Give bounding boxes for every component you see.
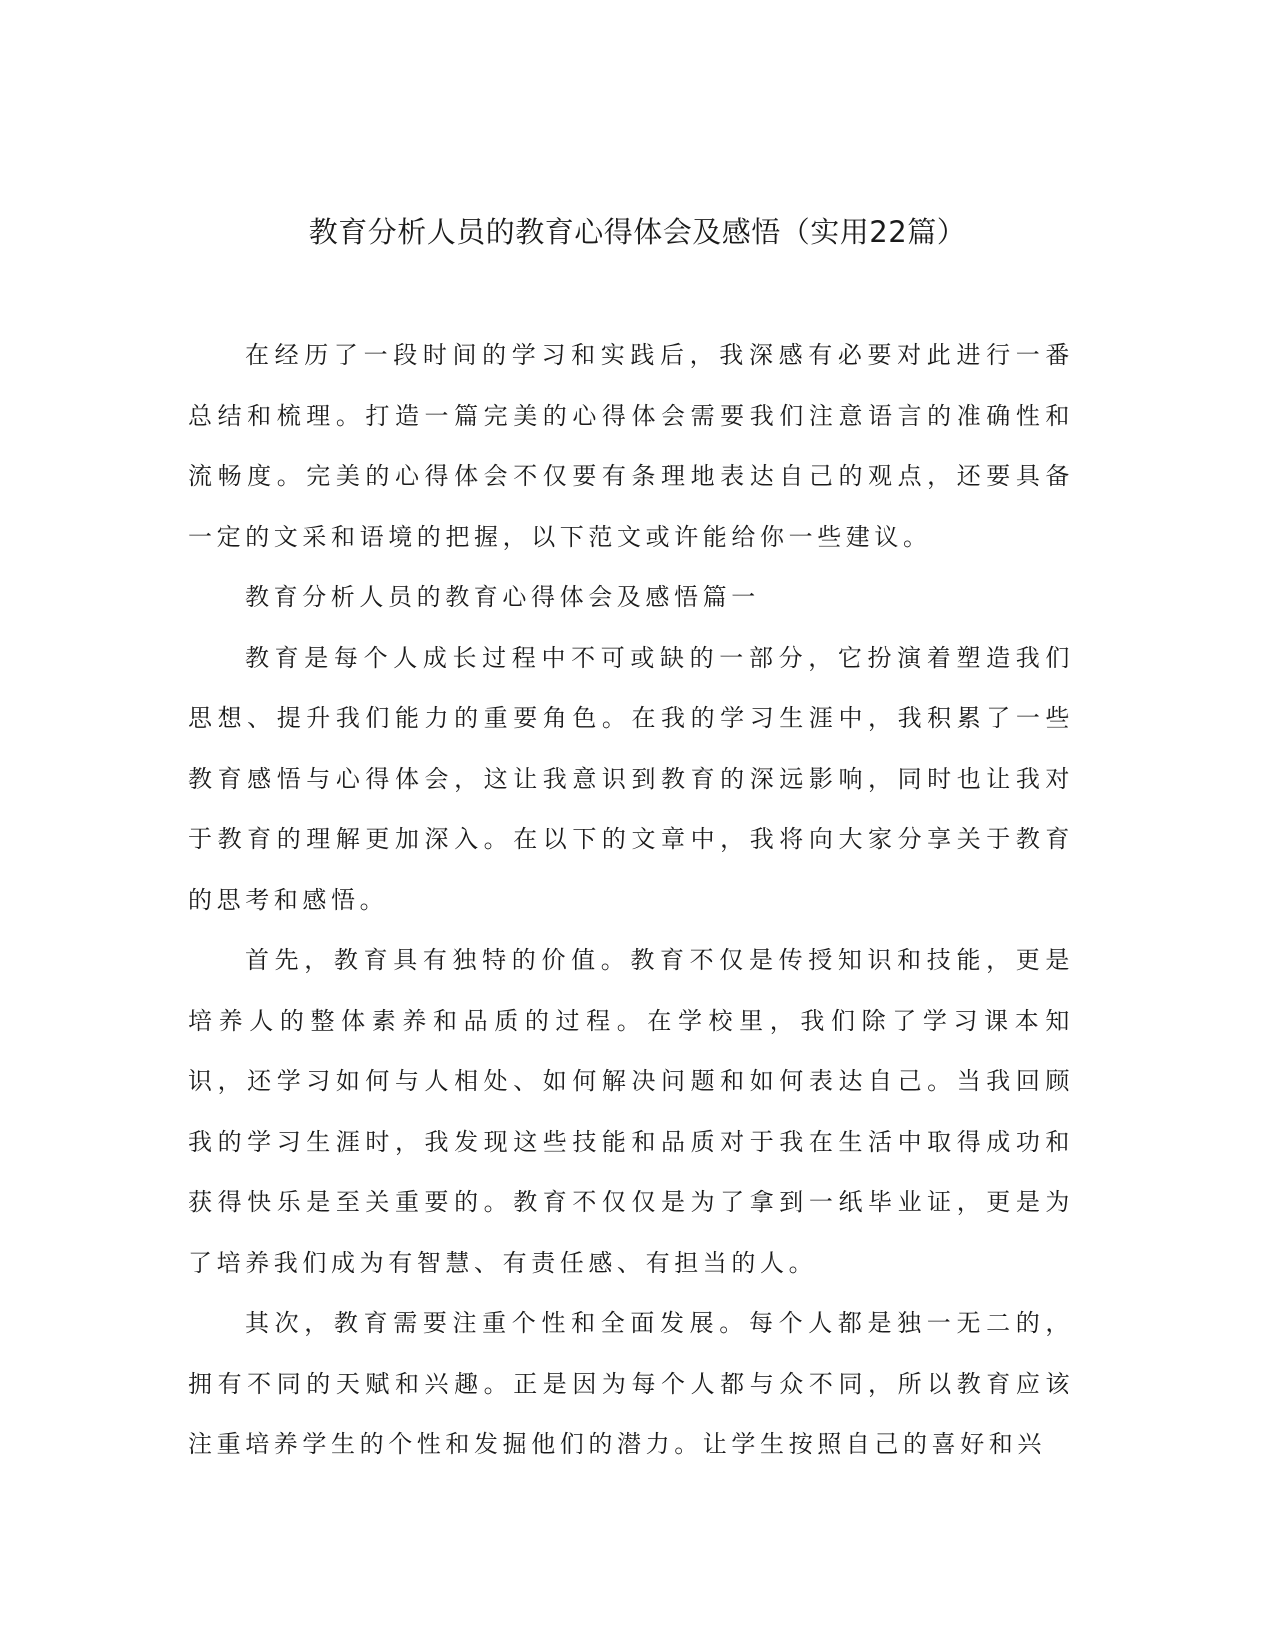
document-body: [188, 325, 1074, 1475]
intro-paragraph: 在经历了一段时间的学习和实践后，我深感有必要对此进行一番总结和梳理。打造一篇完美的心得体会需要我们注意语言的准确性和流畅度。完美的心得体会不仅要有条理地表达自己的观点，还要具备一定的文采和语境的把握，以下范文或许能给你一些建议。: [188, 341, 1074, 551]
body-paragraph: 教育是每个人成长过程中不可或缺的一部分，它扮演着塑造我们思想、提升我们能力的重要角色。在我的学习生涯中，我积累了一些教育感悟与心得体会，这让我意识到教育的深远影响，同时也让我对于教育的理解更加深入。在以下的文章中，我将向大家分享关于教育的思考和感悟。: [188, 643, 1074, 914]
body-paragraph: 其次，教育需要注重个性和全面发展。每个人都是独一无二的，拥有不同的天赋和兴趣。正是因为每个人都与众不同，所以教育应该注重培养学生的个性和发掘他们的潜力。让学生按照自己的喜好和兴: [188, 1309, 1074, 1458]
section-heading: 教育分析人员的教育心得体会及感悟篇一: [245, 583, 760, 611]
body-paragraph: 首先，教育具有独特的价值。教育不仅是传授知识和技能，更是培养人的整体素养和品质的过程。在学校里，我们除了学习课本知识，还学习如何与人相处、如何解决问题和如何表达自己。当我回顾我的学习生涯时，我发现这些技能和品质对于我在生活中取得成功和获得快乐是至关重要的。教育不仅仅是为了拿到一纸毕业证，更是为了培养我们成为有智慧、有责任感、有担当的人。: [188, 946, 1074, 1277]
document-title: 教育分析人员的教育心得体会及感悟（实用22篇）: [308, 215, 967, 249]
